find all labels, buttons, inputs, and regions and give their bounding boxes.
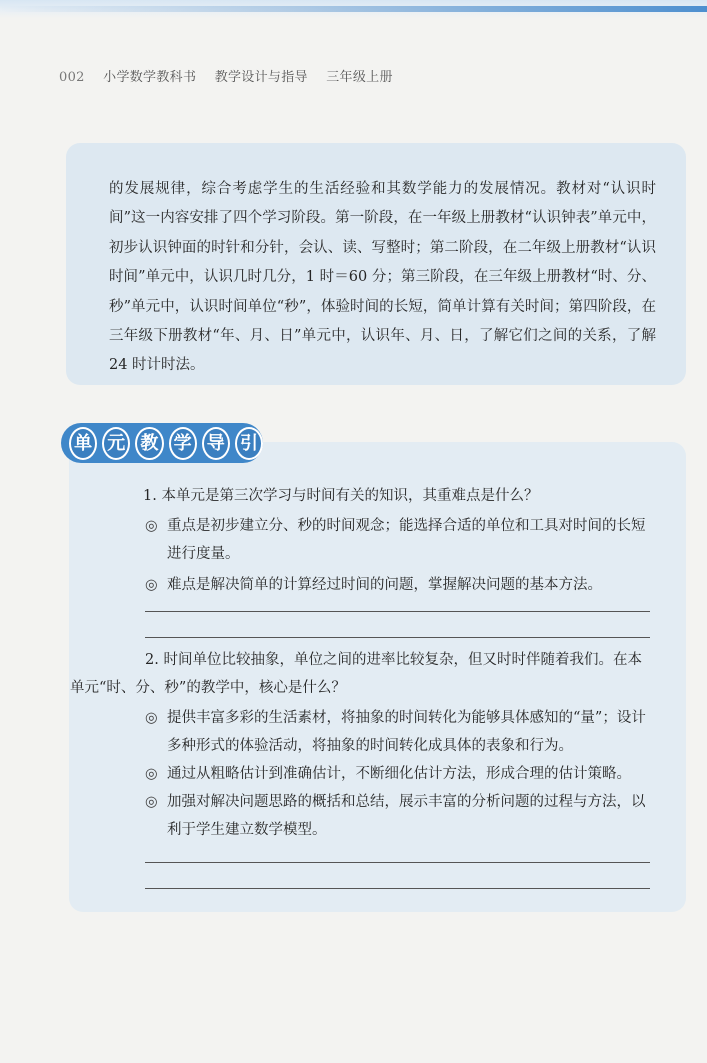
question-2-text: 2. 时间单位比较抽象，单位之间的进率比较复杂，但又时时伴随着我们。在本单元“时、分、秒”的教学中，核心是什么？ (70, 652, 642, 696)
running-header (59, 66, 407, 85)
bullet-mark: ◎ (145, 710, 158, 726)
badge-char: 引 (235, 427, 263, 460)
question-1-answer (115, 571, 650, 599)
badge-char: 学 (169, 427, 197, 460)
answer-text: 难点是解决简单的计算经过时间的问题，掌握解决问题的基本方法。 (167, 577, 602, 593)
unit-guide-badge (61, 423, 263, 463)
book-section: 教学设计与指导 (214, 70, 308, 85)
page-number: 002 (59, 70, 85, 85)
question-2-answer (115, 788, 650, 844)
question-2-answer (115, 704, 650, 760)
badge-char: 教 (135, 427, 163, 460)
answer-text: 通过从粗略估计到准确估计，不断细化估计方法，形成合理的估计策略。 (167, 766, 631, 782)
question-2 (70, 646, 650, 702)
question-1-text: 1. 本单元是第三次学习与时间有关的知识，其重难点是什么？ (143, 488, 539, 504)
book-grade: 三年级上册 (326, 70, 393, 85)
bullet-mark: ◎ (145, 794, 158, 810)
badge-char: 单 (69, 427, 97, 460)
unit-guide-content (70, 482, 650, 889)
intro-panel (66, 143, 686, 385)
bullet-mark: ◎ (145, 518, 158, 534)
answer-text: 加强对解决问题思路的概括和总结，展示丰富的分析问题的过程与方法，以利于学生建立数学模型。 (167, 794, 646, 838)
answer-blank-line (145, 637, 650, 638)
question-1-answer (115, 512, 650, 568)
bullet-mark: ◎ (145, 766, 158, 782)
question-1 (112, 482, 650, 510)
intro-paragraph: 的发展规律，综合考虑学生的生活经验和其数学能力的发展情况。教材对“认识时间”这一内容安排了四个学习阶段。第一阶段，在一年级上册教材“认识钟表”单元中，初步认识钟面的时针和分针，会认、读、写整时；第二阶段，在二年级上册教材“认识时间”单元中，认识几时几分，1 时＝60 分；第三阶段，在三年级上册教材“时、分、秒”单元中，认识时间单位“秒”，体验时间的长短，简单计算有关时间；第四阶段，在三年级下册教材“年、月、日”单元中，认识年、月、日，了解它们之间的关系，了解 24 时计时法。 (109, 181, 656, 374)
answer-blank-line (145, 862, 650, 863)
answer-blank-line (145, 888, 650, 889)
question-2-answer (115, 760, 650, 788)
badge-char: 导 (202, 427, 230, 460)
answer-blank-line (145, 611, 650, 612)
answer-text: 提供丰富多彩的生活素材，将抽象的时间转化为能够具体感知的“量”；设计多种形式的体验活动，将抽象的时间转化成具体的表象和行为。 (167, 710, 646, 754)
badge-char: 元 (102, 427, 130, 460)
book-title: 小学数学教科书 (103, 70, 197, 85)
top-decorative-band (0, 0, 707, 18)
bullet-mark: ◎ (145, 577, 158, 593)
answer-text: 重点是初步建立分、秒的时间观念；能选择合适的单位和工具对时间的长短进行度量。 (167, 518, 646, 562)
